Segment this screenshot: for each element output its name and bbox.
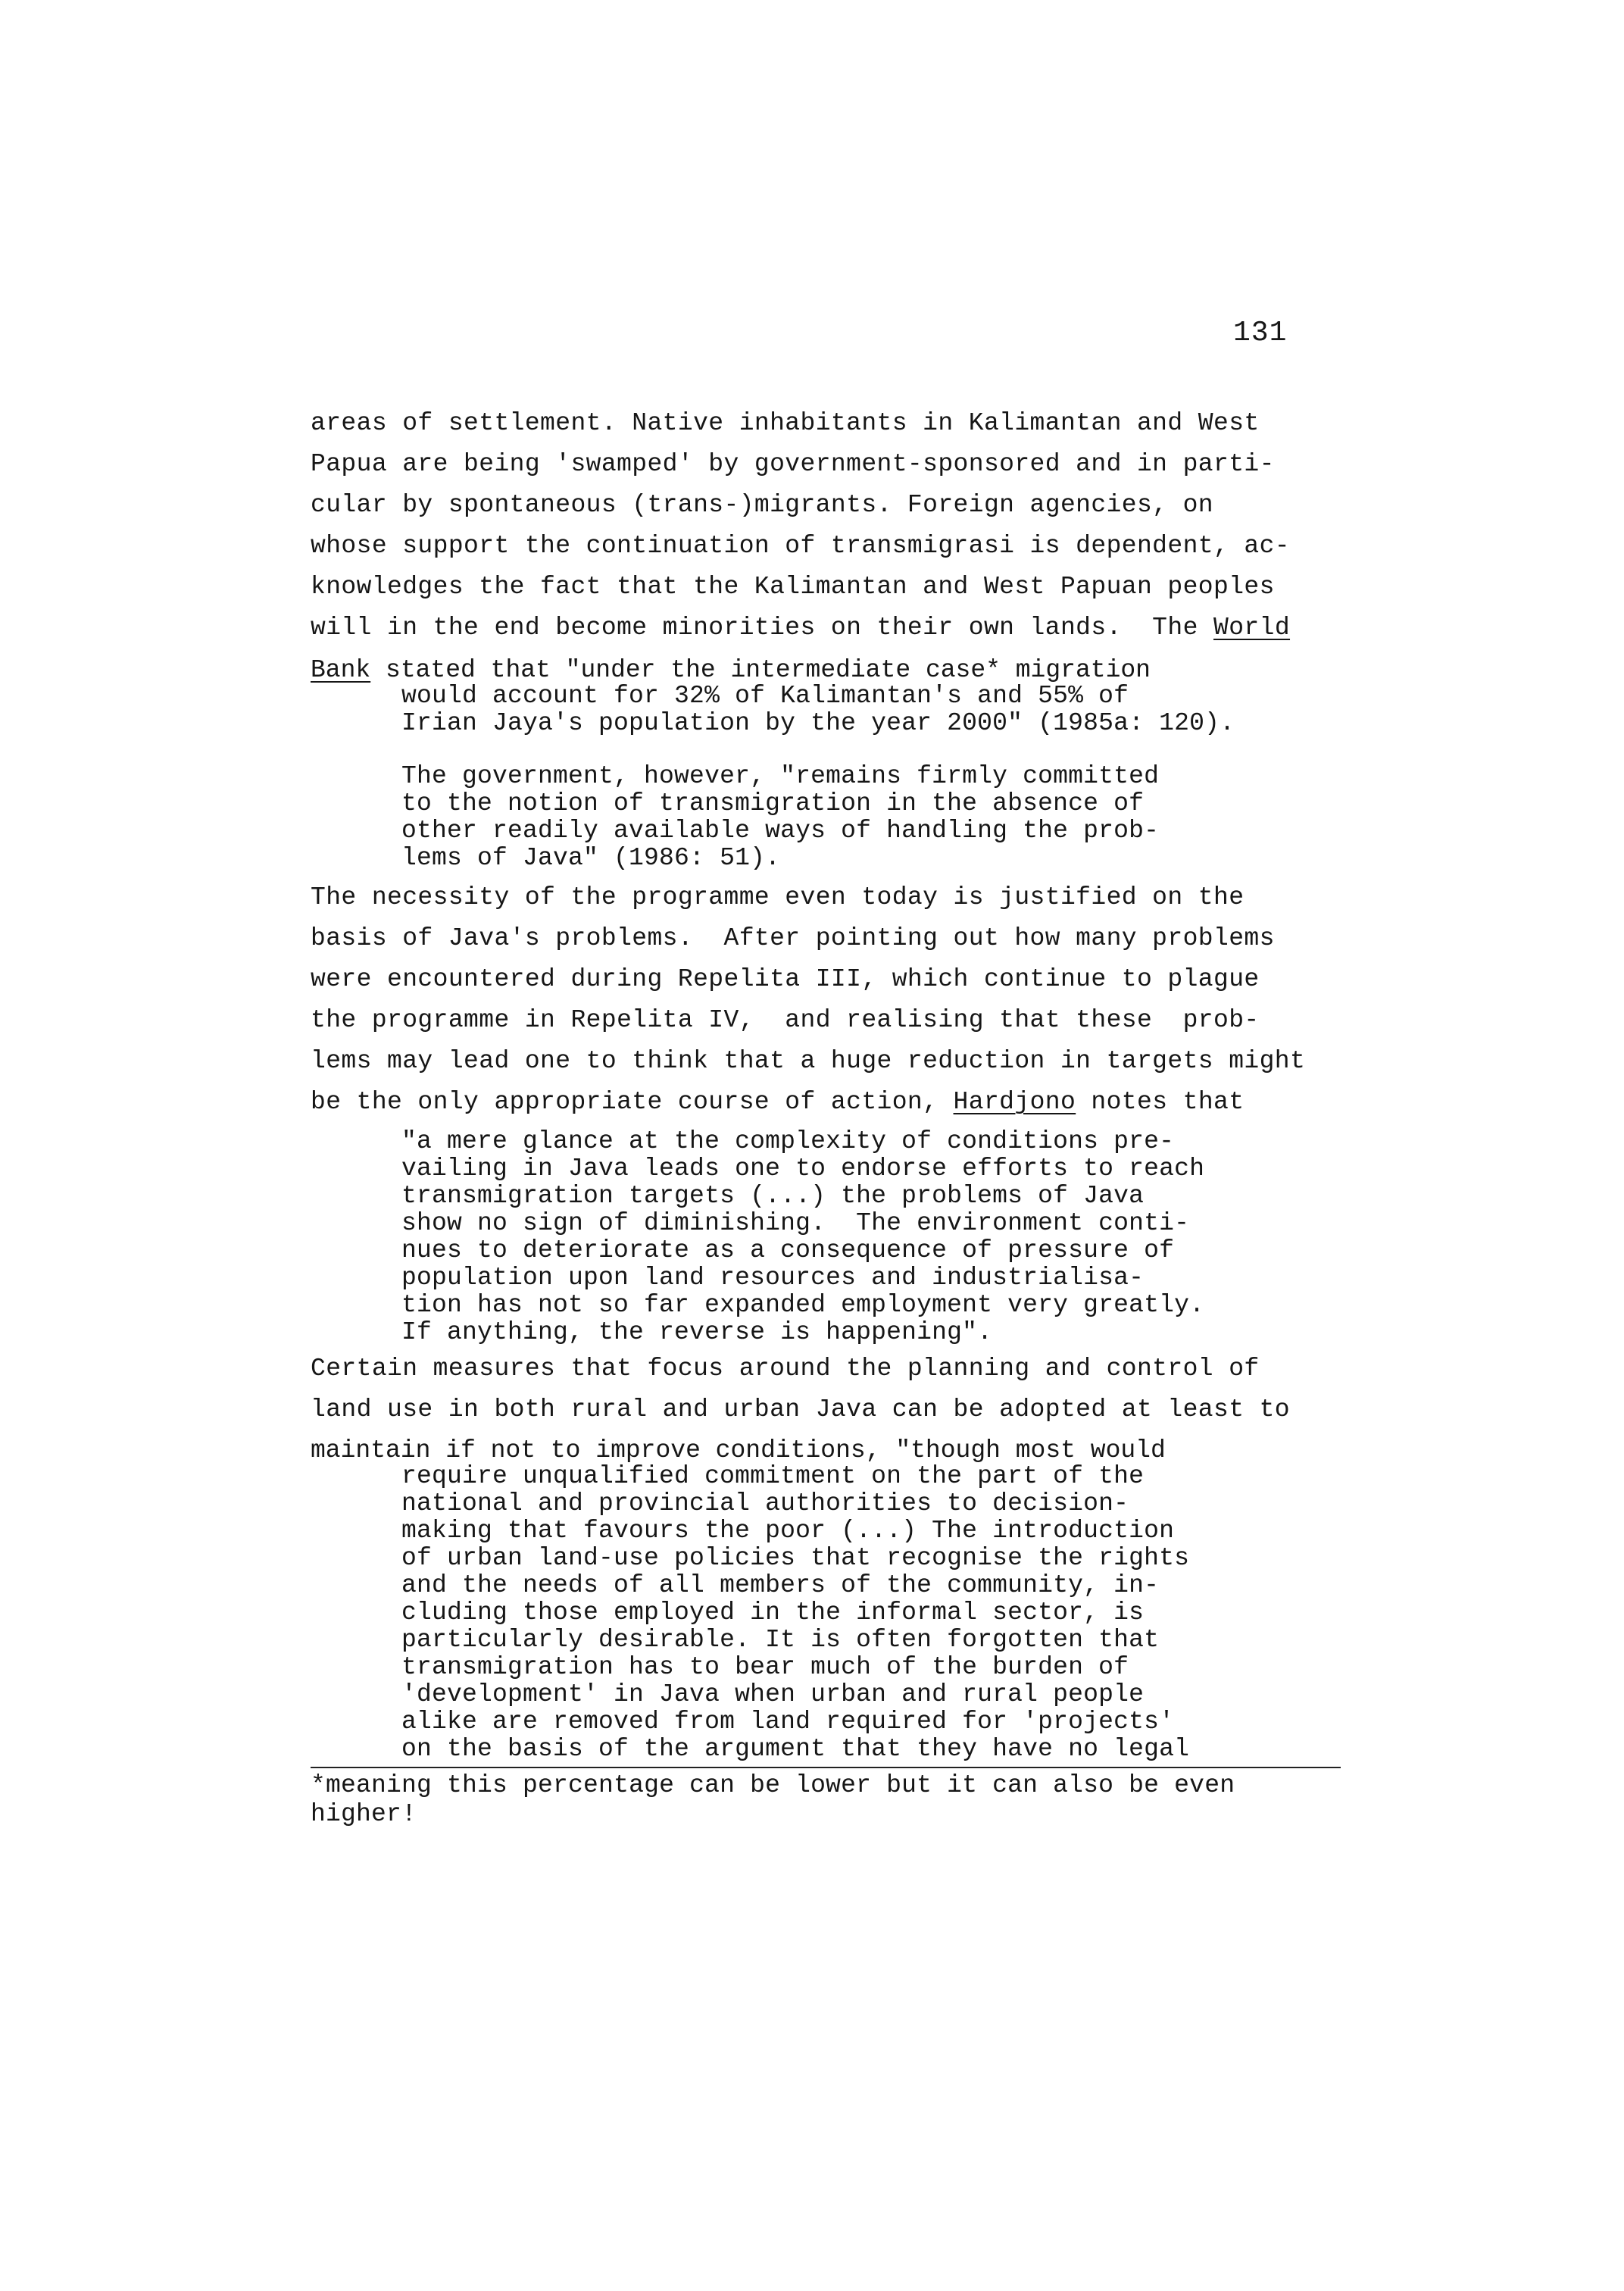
quote-line: If anything, the reverse is happening". bbox=[401, 1318, 993, 1346]
quote-line: to the notion of transmigration in the absence of bbox=[401, 789, 1145, 817]
text-line: cular by spontaneous (trans-)migrants. Foreign agencies, on bbox=[311, 491, 1213, 519]
text-line: the programme in Repelita IV, and realising that these prob- bbox=[311, 1006, 1260, 1034]
quote-line: Irian Jaya's population by the year 2000" (1985a: 120). bbox=[401, 709, 1235, 737]
quote-line: would account for 32% of Kalimantan's and 55% of bbox=[401, 682, 1129, 710]
quote-line: tion has not so far expanded employment very greatly. bbox=[401, 1291, 1205, 1319]
text-fragment: be the only appropriate course of action, bbox=[311, 1088, 954, 1116]
text-fragment: stated that "under the intermediate case* migration bbox=[370, 656, 1151, 684]
text-fragment: notes that bbox=[1076, 1088, 1245, 1116]
text-fragment: will in the end become minorities on their own lands. The bbox=[311, 614, 1213, 642]
quote-line: cluding those employed in the informal sector, is bbox=[401, 1599, 1145, 1627]
text-line: knowledges the fact that the Kalimantan and West Papuan peoples bbox=[311, 573, 1275, 601]
footnote-line: higher! bbox=[311, 1800, 417, 1828]
quote-line: 'development' in Java when urban and rural people bbox=[401, 1680, 1145, 1708]
text-line: maintain if not to improve conditions, "though most would bbox=[311, 1436, 1166, 1464]
quote-line: vailing in Java leads one to endorse efforts to reach bbox=[401, 1155, 1205, 1183]
text-line: lems may lead one to think that a huge reduction in targets might bbox=[311, 1047, 1306, 1075]
quote-line: require unqualified commitment on the part of the bbox=[401, 1462, 1145, 1490]
quote-line: national and provincial authorities to decision- bbox=[401, 1489, 1129, 1517]
quote-line: of urban land-use policies that recognise the rights bbox=[401, 1544, 1190, 1572]
quote-line: and the needs of all members of the community, in- bbox=[401, 1571, 1160, 1599]
quote-line: transmigration has to bear much of the burden of bbox=[401, 1653, 1129, 1681]
quote-line: alike are removed from land required for 'projects' bbox=[401, 1708, 1175, 1736]
footnote-rule bbox=[311, 1767, 1341, 1768]
text-line: The necessity of the programme even today is justified on the bbox=[311, 883, 1245, 911]
reference-bank: Bank bbox=[311, 656, 371, 684]
quote-line: making that favours the poor (...) The introduction bbox=[401, 1517, 1175, 1545]
text-line: were encountered during Repelita III, which continue to plague bbox=[311, 965, 1260, 993]
quote-line: transmigration targets (...) the problems of Java bbox=[401, 1182, 1145, 1210]
text-line: Papua are being 'swamped' by government-sponsored and in parti- bbox=[311, 450, 1275, 478]
page-number: 131 bbox=[1233, 317, 1288, 349]
quote-line: other readily available ways of handling the prob- bbox=[401, 817, 1160, 845]
quote-line: nues to deteriorate as a consequence of pressure of bbox=[401, 1236, 1175, 1264]
text-line: land use in both rural and urban Java can be adopted at least to bbox=[311, 1396, 1291, 1424]
text-line: whose support the continuation of transmigrasi is dependent, ac- bbox=[311, 532, 1291, 560]
quote-line: show no sign of diminishing. The environment conti- bbox=[401, 1209, 1190, 1237]
quote-line: lems of Java" (1986: 51). bbox=[401, 844, 781, 872]
text-line: Certain measures that focus around the planning and control of bbox=[311, 1355, 1260, 1383]
text-line: areas of settlement. Native inhabitants in Kalimantan and West bbox=[311, 409, 1260, 437]
quote-line: The government, however, "remains firmly committed bbox=[401, 762, 1160, 790]
quote-line: particularly desirable. It is often forgotten that bbox=[401, 1626, 1160, 1654]
reference-hardjono: Hardjono bbox=[953, 1088, 1076, 1116]
text-line: basis of Java's problems. After pointing out how many problems bbox=[311, 924, 1275, 952]
quote-line: population upon land resources and industrialisa- bbox=[401, 1264, 1145, 1292]
quote-line: on the basis of the argument that they have no legal bbox=[401, 1735, 1190, 1763]
quote-line: "a mere glance at the complexity of conditions pre- bbox=[401, 1127, 1175, 1155]
text-line bbox=[311, 614, 1290, 642]
footnote-line: *meaning this percentage can be lower but it can also be even bbox=[311, 1771, 1235, 1799]
text-line bbox=[311, 1088, 1244, 1116]
text-line bbox=[311, 656, 1151, 684]
reference-world-bank: World bbox=[1213, 614, 1291, 642]
